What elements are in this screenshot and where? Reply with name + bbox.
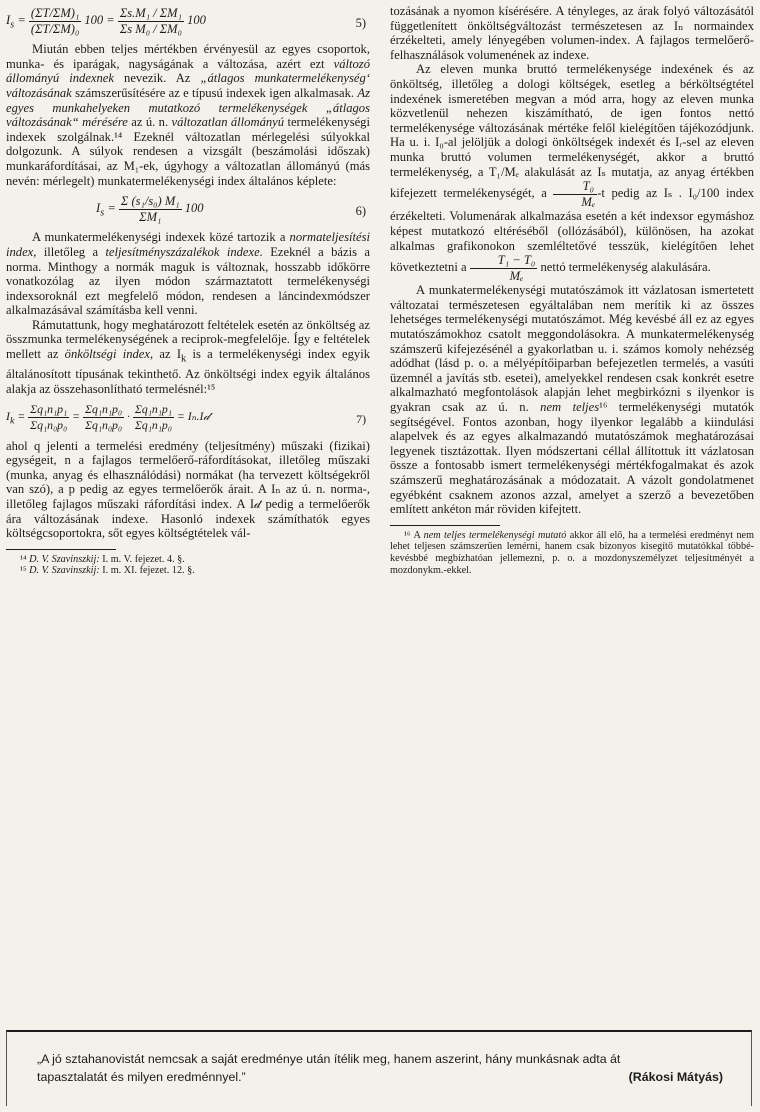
paragraph-left-4: ahol q jelenti a termelési eredmény (teljesítmény) műszaki (fizikai) egységeit, n a fajlagos termelőerő-ráfordításokat, illetőleg műszaki (munka, anyag és elhasználódási) normákat (ha tervezett költségekről van szó), a p pedig az egyes termelőerők árait. A Iₙ az ú. n. norma-, illetőleg fajlagos műszaki ráfordítási index. A I𝒹 pedig a termelőerők ára változásának indexe. Hasonló indexek számíthatók egyes költségcsoportokra, sőt egyes költségtételek vál- (6, 438, 370, 541)
formula-6-number: 6) (355, 204, 366, 219)
formula-6-tail: 100 (184, 201, 204, 216)
quote-line-2-row (37, 1068, 723, 1086)
formula-7-fraction-1: $\frac{\text{Σq₁n₁p₁}}{\text{Σq₁n₀p₀}}$ (30, 402, 68, 432)
formula-7-lhs: $I_k$ = (6, 409, 29, 427)
formula-6-lhs: $I_s$ = (96, 201, 119, 219)
fraction-t0-me: $\frac{\text{T₀}}{\text{Mₑ}}$ (553, 179, 597, 209)
paragraph-left-3: Rámutattunk, hogy meghatározott feltételek esetén az önköltség az összmunka termelékenységének a reciprok-megfelelője. Így e feltételek mellett az önköltségi index, az $I_k$ is a termelékenységi index egyik általánosított típusának tekinthető. Az önköltségi index egyik általános alakja az összehasonlítható termelésnél:¹⁵ (6, 317, 371, 396)
footnote-divider-left (6, 549, 116, 550)
right-column (390, 4, 754, 576)
footnote-15: ¹⁵ D. V. Szavinszkij: I. m. XI. fejezet. 12. §. (20, 565, 195, 577)
footnote-16: ¹⁶ A nem teljes termelékenységi mutató akkor áll elő, ha a termelési eredményt nem lehet teljesen számszerűen lemérni, hanem csak bizonyos kisegítő mutatókkal többé-kevésbbé megbízhatóan jellemezni, p. o. a mozdonyszemélyzet teljesítményét a mozdonykm.-ekkel. (390, 529, 754, 576)
formula-5 (6, 6, 370, 36)
formula-7-fraction-3: $\frac{\text{Σq₁n₁p₁}}{\text{Σq₁n₁p₀}}$ (134, 402, 172, 432)
paragraph-left-2: A munkatermelékenységi indexek közé tartozik a normateljesítési index, illetőleg a teljesítményszázalékok indexe. Ezeknél a bázis a norma. Minthogy a normák maguk is változnak, hosszabb időkörre vonatkozólag az ilyen módon származtatott termelékenységi indexsoroknál ezt megfelelő módon, rendesen a láncindexmódszer alkalmazásával számításba kell venni. (6, 230, 370, 318)
formula-5-multiplier: 100 = (84, 12, 115, 27)
formula-5-tail: 100 (187, 12, 206, 27)
quote-author: (Rákosi Mátyás) (628, 1070, 723, 1084)
formula-5-lhs: $I_s$ = (6, 12, 29, 31)
formula-5-number: 5) (355, 16, 366, 30)
left-column (6, 4, 370, 577)
formula-7-rhs: = Iₙ.I𝒹 (176, 409, 210, 424)
quote-line-1: „A jó sztahanovistát nemcsak a saját eredménye után ítélik meg, hanem aszerint, hány munkásnak adta át (37, 1052, 621, 1066)
formula-7-number: 7) (356, 412, 366, 427)
fraction-t1-minus-t0-me: $\frac{\text{T₁ − T₀}}{\text{Mₑ}}$ (470, 253, 538, 283)
formula-7-fraction-2: $\frac{\text{Σq₁n₁p₀}}{\text{Σq₁n₀p₀}}$ (85, 402, 123, 432)
quote-line-2: tapasztalatát és milyen eredménnyel.” (37, 1070, 246, 1084)
formula-7: $I_k$ = $\frac{\text{Σq₁n₁p₁}}{\text{Σq₁n₀p₀}}$ = $\frac{\text{Σq₁n₁p₀}}{\text{Σq₁n₀p₀}}$ · $\frac{\text{Σq₁n₁p₁}}{\text{Σq₁n₁p₀}}$ = Iₙ.I𝒹 7) (6, 402, 366, 432)
formula-6-fraction: $\frac{\text{Σ (s₁/s₀) M₁}}{\text{ΣM₁}}$ (120, 194, 180, 224)
formula-5-fraction-1: $\frac{\text{(ΣT/ΣM)₁}}{\text{(ΣT/ΣM)₀}}$ (30, 6, 80, 36)
footnote-divider-right (390, 525, 500, 526)
paragraph-right-1: tozásának a nyomon kísérésére. A tényleges, az árak folyó változásától függetlenített önköltségváltozást természetesen az Iₙ normaindex érzékelteti, amely lényegében volumen-index. A fajlagos termelőerő-felhasználások volumenének az indexe. (390, 4, 754, 62)
quote-box (6, 1030, 752, 1106)
paragraph-right-2: Az eleven munka bruttó termelékenysége indexének és az önköltség, illetőleg a dologi költségek, esetleg a bérköltségtétel indexének ismeretében megvan a mód arra, hogy az eleven munka közvetlenül nehezen kiszámítható, de igen fontos nettó termelékenysége változásának mértéke felől kielégítően tájékozódjunk. Ha u. i. I₀-al jelöljük a dologi önköltségek indexét és Iᵣ-sel az eleven munka bruttó volumen termelékenységét, akkor a bruttó termelékenység, a T₁/Mₑ alakulását az Iₛ mutatja, az anyag értékben kifejezett termelékenységét, a $\frac{\text{T₀}}{\text{Mₑ}}$ -t pedig az Iₛ . I₀/100 index érzékelteti. Volumenárak alkalmazása esetén a két indexsor egymáshoz képest mutatkozó eltéréséből (ollózásából), különösen, ha azokat alkalmas grafikonokon szemléltetővé tesszük, kielégítően lehet következtetni a $\frac{\text{T₁ − T₀}}{\text{Mₑ}}$ nettó termelékenység alakulására. (390, 62, 754, 283)
formula-5-fraction-2: $\frac{\text{Σs.M₁ / ΣM₁}}{\text{Σs M₀ / ΣM₀}}$ (119, 6, 182, 36)
paragraph-left-1: Miután ebben teljes mértékben érvényesül az egyes csoportok, munka- és iparágak, nagyságának a változása, azért ezt változó állományú indexnek nevezik. Az „átlagos munkatermelékenység‘ változásának számszerűsítésére az e típusú indexek igen alkalmasak. Az egyes munkahelyeken mutatkozó termelékenységek „átlagos változásának“ mérésére az ú. n. változatlan állományú termelékenységi indexek szolgálnak.¹⁴ Ezeknél változatlan mérlegelési súlyokkal dolgozunk. A súlyok rendesen a vizsgált (beszámolási időszak) munkaráfordításai, az M₁-ek, úgyhogy a változatlan állományú (más nevén: mérlegelt) munkatermelékenységi index általános képlete: (6, 42, 371, 188)
paragraph-right-3: A munkatermelékenységi mutatószámok itt vázlatosan ismertetett változatai természetesen egyáltalában nem merítik ki az összes lehetséges termelékenységi mutatószámot. Még kevésbé áll ez az egyes mutatószámokhoz csatolt meggondolásokra. A munkatermelékenység számszerű kifejezésénél a gyakorlatban u. i. számos komoly nehézség adódhat (lásd p. o. a mélyépítőiparban befejezetlen termelés, a vasúti üzemnél a javítás stb. esetei), amelyekkel rendesen csak konkrét esetre alkalmazható megfontolások alapján lehet megbirkózni s ilyenkor is gyakran csak az ú. n. nem teljes¹⁶ termelékenységi mutatók segítségével. Fontos azonban, hogy ilyenkor legalább a kiindulási alapelvek és az egyes alkalmazandó mutatószámok meghatározásai legyenek tisztázottak. Ilyen módszertani céllal állítottuk itt vázlatosan össze a fontosabb ismert termelékenységi mértékfogalmakat és azok számszerű meghatározásának a módozatait. A vázolt gondolatmenet egyébként csaknem azonos azzal, amelyet a szerző a bevezetőben említett ankéton már röviden kifejtett. (390, 283, 754, 517)
formula-6 (96, 194, 370, 224)
footnote-14: ¹⁴ D. V. Szavinszkij: I. m. V. fejezet. 4. §. (20, 553, 185, 565)
